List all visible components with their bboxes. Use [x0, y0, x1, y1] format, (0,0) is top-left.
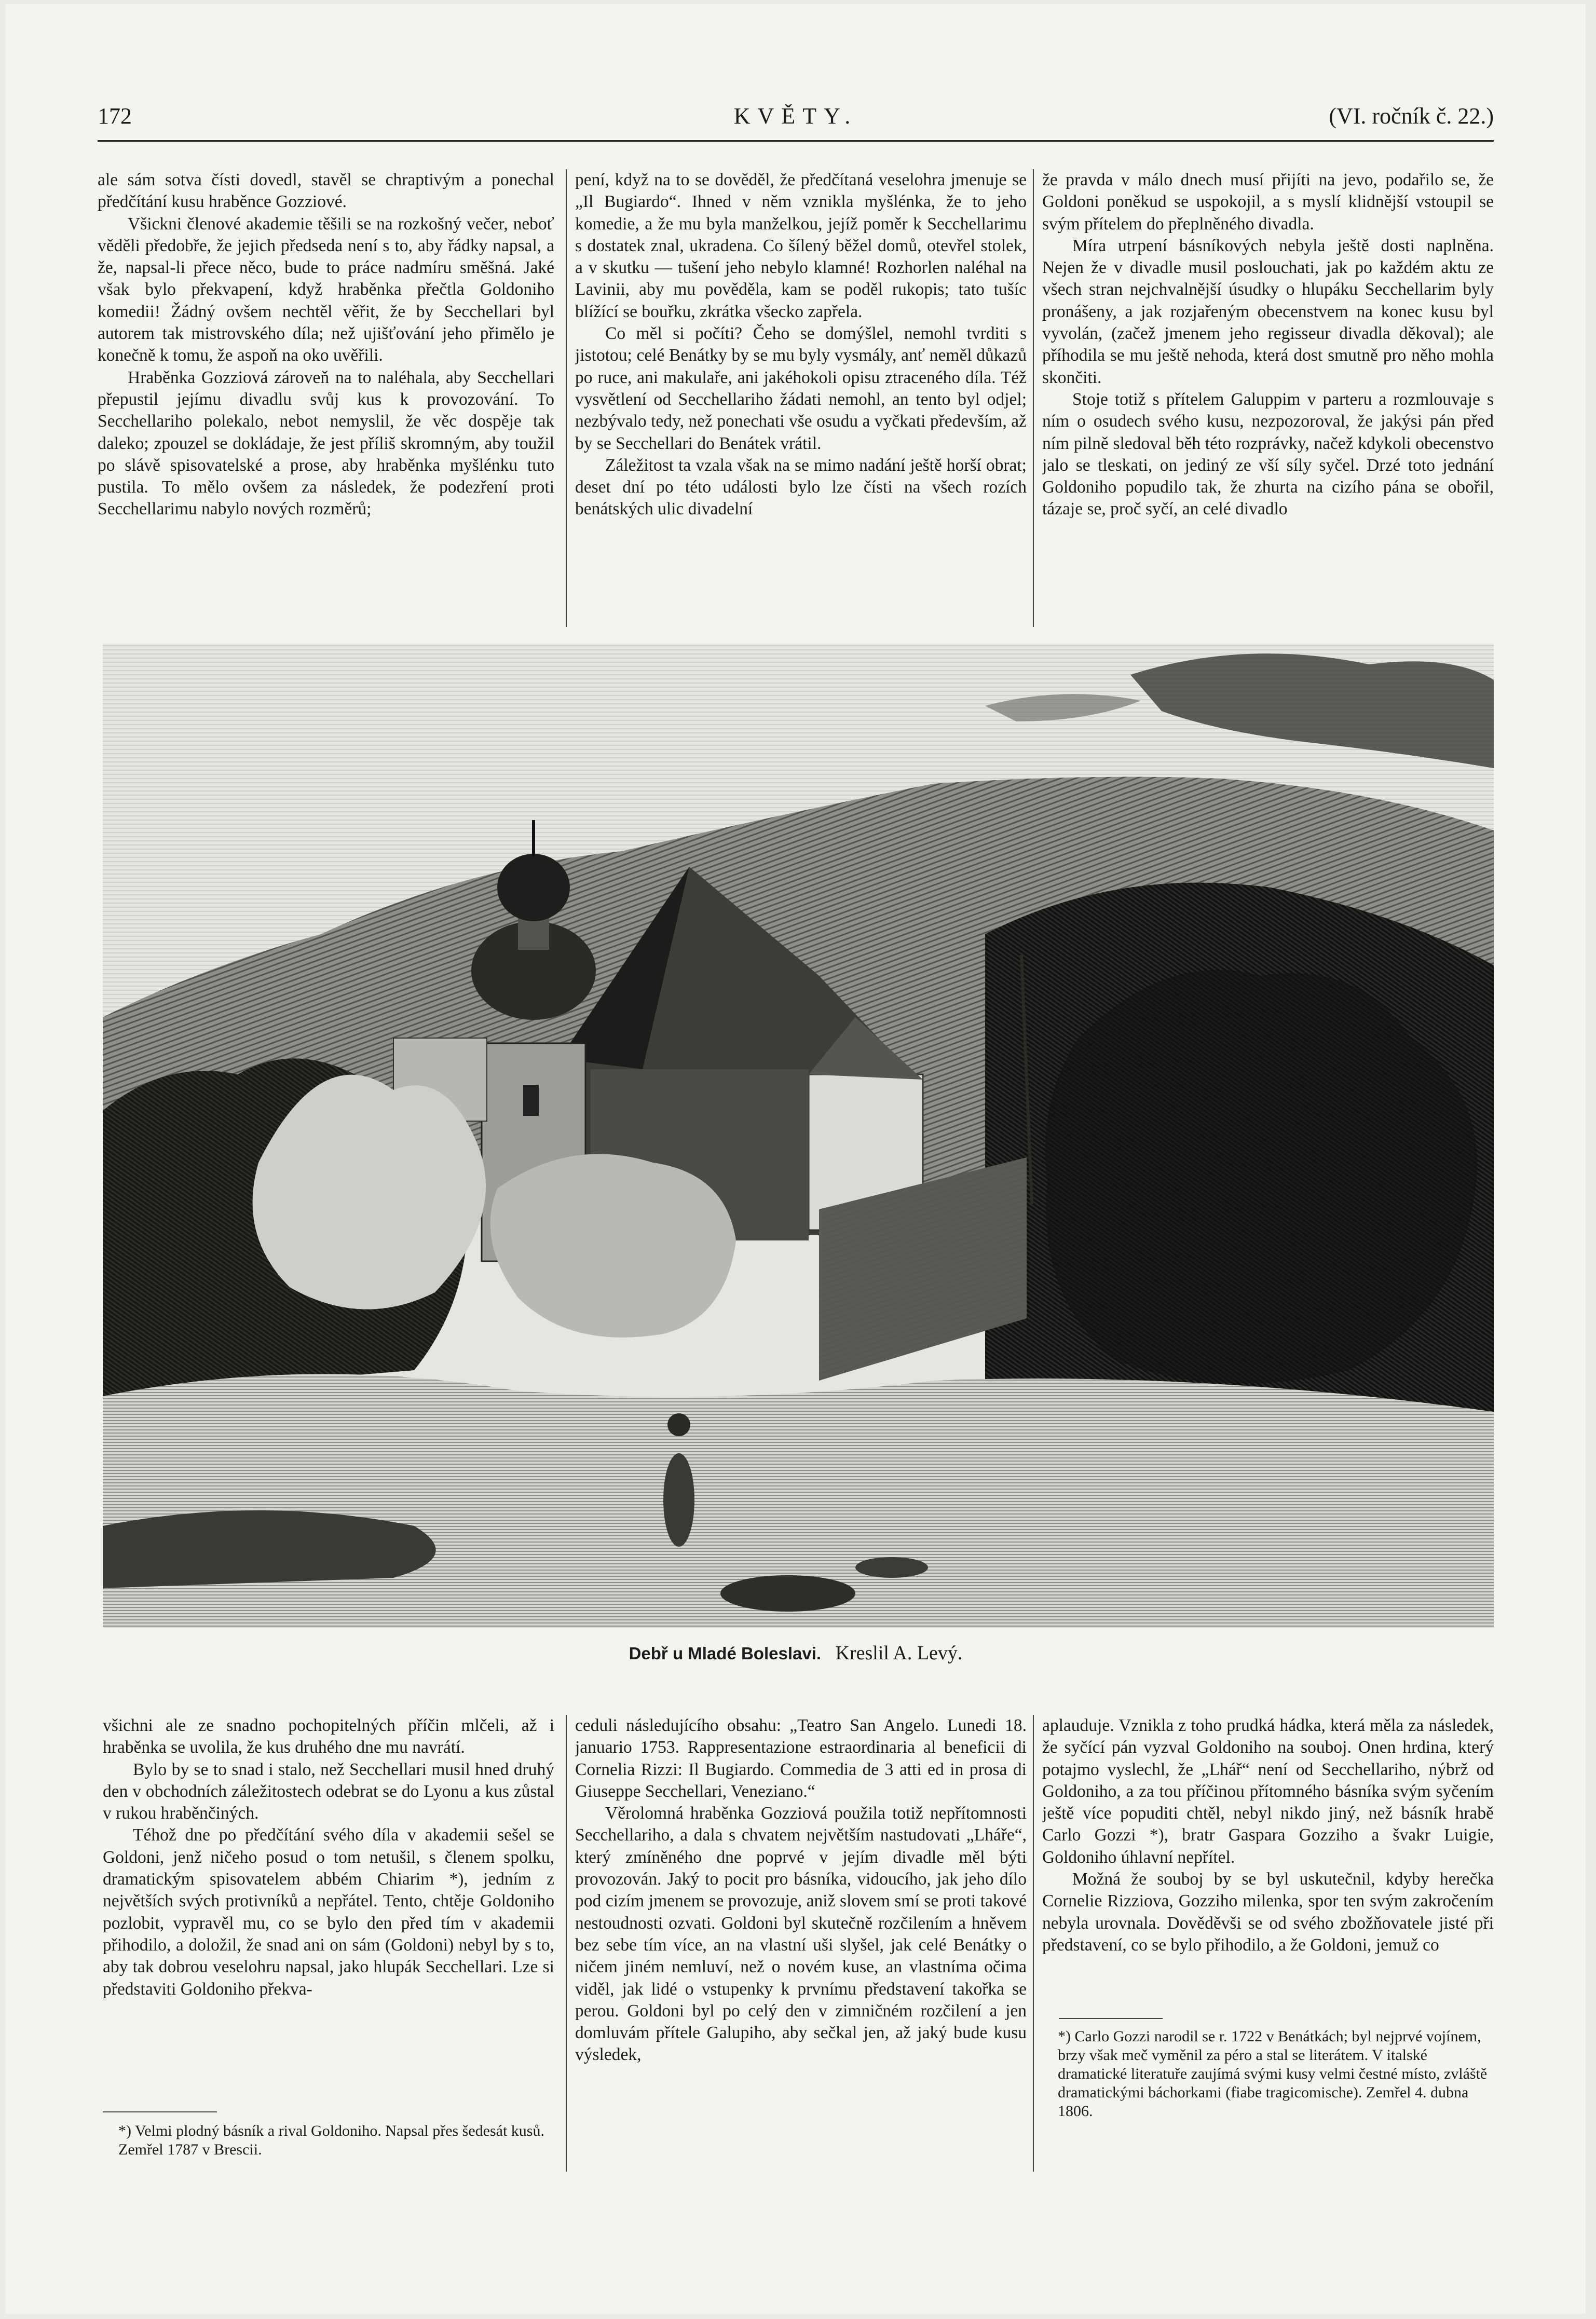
- footnote-chiari: *) Velmi plodný básník a rival Goldoniho. Napsal přes šedesát kusů. Zemřel 1787 v Brescii.: [118, 2122, 544, 2158]
- top-column-3: [1042, 169, 1494, 627]
- paragraph: Míra utrpení básníkových nebyla ještě dosti naplněna. Nejen že v divadle musil poslouchati, jak po každém aktu ze všech stran nejchvalnější úsudky o hlupáku Secchellarim byly pronášeny, a jak rozjařeným obecenstvem na konec kusu byl vyvolán, (začež jmenem jeho regisseur divadla děkoval); ale příhodila se mu ještě nehoda, která dost smutně pro něho mohla skončiti.: [1042, 236, 1494, 387]
- caption-title: Debř u Mladé Boleslavi.: [629, 1644, 822, 1663]
- footnote-gozzi: *) Carlo Gozzi narodil se r. 1722 v Benátkách; byl nejprvé vojínem, brzy však meč vyměnil za péro a stal se literátem. V italské dramatické literatuře zaujímá svými kusy velmi čestné místo, zvláště dramatickými báchorkami (fiabe tragicomische). Zemřel 4. dubna 1806.: [1058, 2028, 1488, 2120]
- page-number: 172: [98, 103, 132, 129]
- paragraph: ceduli následujícího obsahu: „Teatro San Angelo. Lunedi 18. januario 1753. Rappresentazione estraordinaria al beneficii di Cornelia Rizzi: Il Bugiardo. Commedia de 3 atti ed in prosa di Giuseppe Secchellari, Veneziano.“: [575, 1716, 1027, 1801]
- bottom-column-3: [1042, 1715, 1494, 2006]
- paragraph: Bylo by se to snad i stalo, než Secchellari musil hned druhý den v obchodních záležitostech odebrat se do Lyonu a kus zůstal v rukou hraběnčiných.: [103, 1759, 554, 1823]
- newspaper-page: [5, 4, 1586, 2314]
- footnote-rule: [1059, 2018, 1163, 2019]
- bottom-column-1: [103, 1715, 554, 2099]
- issue-label: (VI. ročník č. 22.): [1329, 103, 1494, 129]
- paragraph: ale sám sotva čísti dovedl, stavěl se chraptivým a ponechal předčítání kusu hraběnce Gozziové.: [98, 170, 554, 212]
- column-divider: [566, 169, 567, 627]
- header-rule: [98, 140, 1494, 142]
- paragraph: Možná že souboj by se byl uskutečnil, kdyby herečka Cornelie Rizziova, Gozziho milenka, spor ten svým zakročením nebyla urovnala. Dověděvši se od svého zbožňovatele jisté při představení, co se bylo přihodilo, a že Goldoni, jemuž co: [1042, 1870, 1494, 1955]
- paragraph: Všickni členové akademie těšili se na rozkošný večer, neboť věděli předobře, že jejich předseda není s to, aby řádky napsal, a že, napsal-li přece něco, bude to práce nadmíru směšná. Jaké však bylo překvapení, když hraběnka přečtla Goldoniho komedii! Žádný ovšem nechtěl věřit, že by Secchellari byl autorem tak mistrovského díla; než ujišťování jeho přimělo je konečně k tomu, že aspoň na oko uvěřili.: [98, 214, 554, 365]
- page-header: [98, 103, 1494, 139]
- paragraph: Téhož dne po předčítání svého díla v akademii sešel se Goldoni, jenž ničeho posud o tom netušil, s členem spolku, dramatickým spisovatelem abbém Chiarim *), jedním z největších svých protivníků a nepřátel. Tento, chtěje Goldoniho pozlobit, vypravěl mu, co se bylo den před tím v akademii přihodilo, a doložil, že snad ani on sám (Goldoni) nebyl by s to, aby tak dobrou veselohru napsal, jako hlupák Secchellari. Lze si představiti Goldoniho překva-: [103, 1825, 554, 1999]
- caption-credit: Kreslil A. Levý.: [835, 1642, 963, 1664]
- column-divider: [1033, 169, 1034, 627]
- paragraph: Hraběnka Gozziová zároveň na to naléhala, aby Secchellari přepustil jejímu divadlu svůj kus k provozování. To Secchellariho polekalo, nebot nemyslil, že věc dospěje tak daleko; zpouzel se dokládaje, že jest příliš skromným, aby toužil po slávě spisovatelské a prose, aby hraběnka myšlénku tuto pustila. To mělo ovšem za následek, že podezření proti Secchellarimu nabylo nových rozměrů;: [98, 367, 554, 519]
- paragraph: pení, když na to se dověděl, že předčítaná veselohra jmenuje se „Il Bugiardo“. Ihned v něm vznikla myšlénka, že to jeho komedie, a že mu byla manželkou, jejíž poměr k Secchellarimu s dostatek znal, ukradena. Co šílený běžel domů, otevřel stolek, a v skutku — tušení jeho nebylo klamné! Rozhorlen naléhal na Lavinii, aby mu pověděla, kam se poděl rukopis; tato tušíc blížící se bouřku, zkrátka všecko zapřela.: [575, 170, 1027, 321]
- paragraph: Co měl si počíti? Čeho se domýšlel, nemohl tvrditi s jistotou; celé Benátky by se mu byly vysmály, anť neměl důkazů po ruce, ani makulaře, ani jakéhokoli opisu ztraceného díla. Též vysvětlení od Secchellariho žádati nemohl, an tento byl odjel; nezbývalo tedy, než ponechati vše osudu a vyčkati především, až by se Secchellari do Benátek vrátil.: [575, 324, 1027, 453]
- column-divider: [1033, 1715, 1034, 2172]
- paragraph: všichni ale ze snadno pochopitelných příčin mlčeli, až i hraběnka se uvolila, že kus druhého dne mu navrátí.: [103, 1716, 554, 1757]
- figure-caption: [98, 1642, 1494, 1665]
- paragraph: Záležitost ta vzala však na se mimo nadání ještě horší obrat; deset dní po této události bylo lze čísti na všech rozích benátských ulic divadelní: [575, 455, 1027, 519]
- footnote-rule: [103, 2111, 217, 2112]
- engraving-illustration: [103, 644, 1494, 1628]
- top-column-2: [575, 169, 1027, 627]
- journal-title: KVĚTY.: [733, 103, 858, 129]
- paragraph: Věrolomná hraběnka Gozziová použila totiž nepřítomnosti Secchellariho, a dala s chvatem největším nastudovati „Lháře“, který zmíněného dne poprvé v jejím divadle měl býti provozován. Jaký to pocit pro básníka, vidoucího, jak jeho dílo pod cizím jmenem se provozuje, aniž slovem smí se proti takové nestoudnosti ozvati. Goldoni byl skutečně rozčilením a hněvem bez sebe tím více, an na vlastní uši slyšel, jak celé Benátky o ničem jiném nemluví, než o novém kuse, an vlastníma očima viděl, jak lidé o vstupenky k prvnímu představení takořka se perou. Goldoni byl po celý den v zimničném rozčilení a jen domluvám přítele Galupiho, aby sečkal jen, až jaký bude kusu výsledek,: [575, 1804, 1027, 2065]
- top-column-1: [98, 169, 554, 627]
- paragraph: Stoje totiž s přítelem Galuppim v parteru a rozmlouvaje s ním o osudech svého kusu, nezpozoroval, že jakýsi pán před ním pilně sledoval běh této rozprávky, načež kdykoli obecenstvo jalo se tleskati, on jediný ze vší síly syčel. Drzé toto jednání Goldoniho popudilo tak, že zhurta na cizího pána se obořil, tázaje se, proč syčí, an celé divadlo: [1042, 389, 1494, 519]
- bottom-column-2: [575, 1715, 1027, 2172]
- paragraph: že pravda v málo dnech musí přijíti na jevo, podařilo se, že Goldoni poněkud se uspokojil, a s myslí klidnější vstoupil se svým přítelem do přeplněného divadla.: [1042, 170, 1494, 234]
- paragraph: aplauduje. Vznikla z toho prudká hádka, která měla za následek, že syčící pán vyzval Goldoniho na souboj. Onen hrdina, který potajmo vyslechl, že „Lhář“ není od Secchellariho, nýbrž od Goldoniho, a za tou příčinou přítomného básníka svým syčením ještě více popuditi chtěl, nebyl nikdo jiný, než básník hrabě Carlo Gozzi *), bratr Gaspara Gozziho a švakr Luigie, Goldoniho úhlavní nepřítel.: [1042, 1716, 1494, 1867]
- column-divider: [566, 1715, 567, 2172]
